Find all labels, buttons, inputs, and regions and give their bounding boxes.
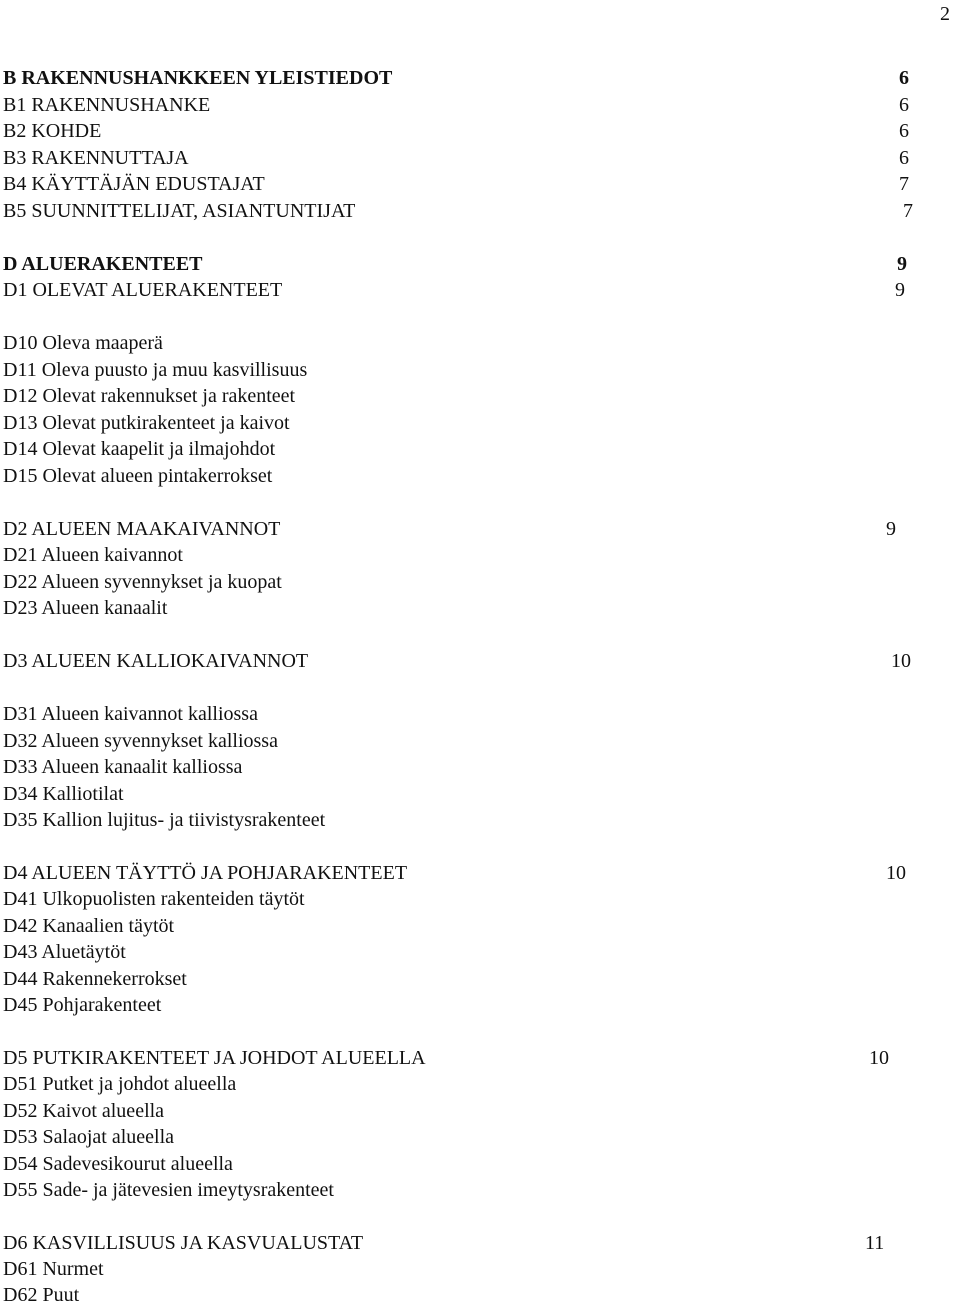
toc-entry-label: B RAKENNUSHANKKEEN YLEISTIEDOT: [3, 67, 393, 89]
toc-entry-label: D33 Alueen kanaalit kalliossa: [3, 756, 243, 778]
toc-entry-label: D51 Putket ja johdot alueella: [3, 1073, 237, 1095]
toc-entry-label: D43 Aluetäytöt: [3, 941, 126, 963]
toc-entry-page: 10: [891, 650, 911, 672]
toc-entry-label: D31 Alueen kaivannot kalliossa: [3, 703, 258, 725]
toc-entry-label: B1 RAKENNUSHANKE: [3, 94, 211, 116]
toc-entry-page: 9: [886, 518, 896, 540]
toc-entry-page: 11: [865, 1232, 885, 1254]
toc-entry-label: D3 ALUEEN KALLIOKAIVANNOT: [3, 650, 309, 672]
toc-entry-page: 6: [899, 147, 909, 169]
toc-entry-label: D14 Olevat kaapelit ja ilmajohdot: [3, 438, 276, 460]
toc-entry-label: B5 SUUNNITTELIJAT, ASIANTUNTIJAT: [3, 200, 356, 222]
toc-entry-label: D10 Oleva maaperä: [3, 332, 163, 354]
toc-entry-page: 7: [903, 200, 913, 222]
toc-entry-page: 10: [869, 1047, 889, 1069]
toc-entry-label: D2 ALUEEN MAAKAIVANNOT: [3, 518, 281, 540]
toc-entry-label: D42 Kanaalien täytöt: [3, 915, 175, 937]
toc-entry-label: B3 RAKENNUTTAJA: [3, 147, 189, 169]
toc-entry-label: D5 PUTKIRAKENTEET JA JOHDOT ALUEELLA: [3, 1047, 426, 1069]
toc-entry-label: D13 Olevat putkirakenteet ja kaivot: [3, 412, 290, 434]
toc-entry-page: 6: [899, 120, 909, 142]
toc-entry-label: D53 Salaojat alueella: [3, 1126, 175, 1148]
toc-entry-label: D23 Alueen kanaalit: [3, 597, 168, 619]
toc-entry-page: 7: [899, 173, 909, 195]
toc-entry-label: D61 Nurmet: [3, 1258, 104, 1280]
toc-entry-label: D52 Kaivot alueella: [3, 1100, 165, 1122]
toc-entry-label: B2 KOHDE: [3, 120, 102, 142]
toc-entry-label: D54 Sadevesikourut alueella: [3, 1153, 233, 1175]
toc-entry-page: 6: [899, 94, 909, 116]
toc-entry-label: D34 Kalliotilat: [3, 783, 124, 805]
toc-entry-label: D55 Sade- ja jätevesien imeytysrakenteet: [3, 1179, 334, 1201]
toc-entry-label: D1 OLEVAT ALUERAKENTEET: [3, 279, 283, 301]
toc-entry-label: D6 KASVILLISUUS JA KASVUALUSTAT: [3, 1232, 364, 1254]
toc-entry-page: 9: [895, 279, 905, 301]
toc-entry-page: 10: [886, 862, 906, 884]
toc-entry-label: D45 Pohjarakenteet: [3, 994, 162, 1016]
toc-entry-label: D32 Alueen syvennykset kalliossa: [3, 730, 278, 752]
toc-entry-label: D41 Ulkopuolisten rakenteiden täytöt: [3, 888, 305, 910]
toc-entry-page: 9: [897, 253, 907, 275]
toc-entry-label: D44 Rakennekerrokset: [3, 968, 187, 990]
toc-entry-label: D15 Olevat alueen pintakerrokset: [3, 465, 273, 487]
toc-entry-label: D12 Olevat rakennukset ja rakenteet: [3, 385, 296, 407]
toc-entry-label: D62 Puut: [3, 1284, 80, 1306]
toc-entry-label: D11 Oleva puusto ja muu kasvillisuus: [3, 359, 308, 381]
toc-entry-label: D35 Kallion lujitus- ja tiivistysrakenteet: [3, 809, 326, 831]
toc-entry-label: B4 KÄYTTÄJÄN EDUSTAJAT: [3, 173, 265, 195]
toc-entry-page: 6: [899, 67, 909, 89]
toc-entry-label: D21 Alueen kaivannot: [3, 544, 183, 566]
page-number: 2: [940, 3, 950, 25]
toc-entry-label: D4 ALUEEN TÄYTTÖ JA POHJARAKENTEET: [3, 862, 408, 884]
toc-entry-label: D ALUERAKENTEET: [3, 253, 203, 275]
toc-entry-label: D22 Alueen syvennykset ja kuopat: [3, 571, 282, 593]
